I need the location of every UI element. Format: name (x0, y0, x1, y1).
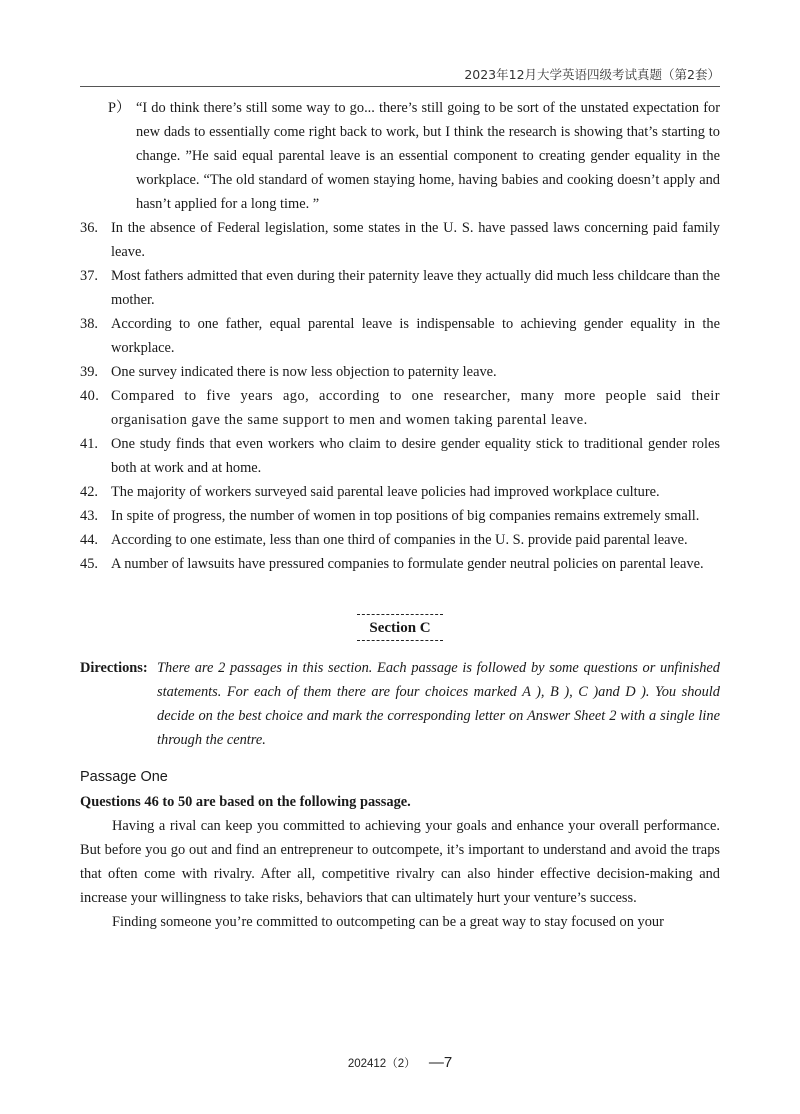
question-40 (80, 384, 720, 432)
question-39 (80, 360, 720, 384)
directions (80, 656, 720, 752)
question-text: Most fathers admitted that even during their paternity leave they actually did much less childcare than the mother. (111, 268, 720, 308)
question-text: The majority of workers surveyed said parental leave policies had improved workplace culture. (111, 484, 660, 500)
question-text: One study finds that even workers who claim to desire gender equality stick to traditional gender roles both at work and at home. (111, 436, 720, 476)
section-title: Section C (357, 614, 442, 641)
header-title: 2023年12月大学英语四级考试真题（第2套） (464, 67, 720, 82)
section-heading (80, 614, 720, 648)
directions-label: Directions: (80, 660, 148, 676)
question-42 (80, 480, 720, 504)
questions-header: Questions 46 to 50 are based on the following passage. (80, 794, 411, 810)
question-number: 42. (80, 484, 98, 500)
question-text: In the absence of Federal legislation, some states in the U. S. have passed laws concerning paid family leave. (111, 220, 720, 260)
question-38 (80, 312, 720, 360)
question-number: 43. (80, 508, 98, 524)
question-37 (80, 264, 720, 312)
question-41 (80, 432, 720, 480)
question-number: 37. (80, 268, 98, 284)
question-text: One survey indicated there is now less objection to paternity leave. (111, 364, 497, 380)
question-45 (80, 552, 720, 576)
question-43 (80, 504, 720, 528)
question-text: According to one father, equal parental leave is indispensable to achieving gender equality in the workplace. (111, 316, 720, 356)
question-number: 38. (80, 316, 98, 332)
question-44 (80, 528, 720, 552)
page-footer (0, 1054, 800, 1071)
paragraph-p-label: P） (108, 100, 131, 116)
question-number: 44. (80, 532, 98, 548)
question-text: A number of lawsuits have pressured companies to formulate gender neutral policies on parental leave. (111, 556, 704, 572)
passage-title: Passage One (80, 769, 168, 785)
page-header (80, 64, 720, 87)
page-number: —7 (428, 1054, 453, 1071)
question-number: 45. (80, 556, 98, 572)
footer-code: 202412（2） (347, 1058, 416, 1070)
paragraph-p-text: “I do think there’s still some way to go... there’s still going to be sort of the unstated expectation for new dads to essentially come right back to work, but I think the research is showing that’s starting to change. ”He said equal parental leave is an essential component to creating gender equality in the workplace. “The old standard of women staying home, having babies and cooking doesn’t apply and hasn’t applied for a long time. ” (136, 100, 720, 212)
paragraph-p (80, 96, 720, 216)
question-number: 36. (80, 220, 98, 236)
directions-text: There are 2 passages in this section. Each passage is followed by some questions or unfinished statements. For each of them there are four choices marked A ), B ), C )and D ). You should decide on the best choice and mark the corresponding letter on Answer Sheet 2 with a single line through the centre. (157, 660, 720, 748)
question-text: In spite of progress, the number of women in top positions of big companies remains extremely small. (111, 508, 700, 524)
question-number: 40. (80, 388, 100, 404)
question-text: Compared to five years ago, according to one researcher, many more people said their organisation gave the same support to men and women taking parental leave. (111, 388, 720, 428)
question-number: 41. (80, 436, 98, 452)
page-content (80, 96, 720, 934)
question-number: 39. (80, 364, 98, 380)
question-text: According to one estimate, less than one third of companies in the U. S. provide paid parental leave. (111, 532, 688, 548)
question-36 (80, 216, 720, 264)
passage-paragraph: Finding someone you’re committed to outcompeting can be a great way to stay focused on your (112, 914, 664, 930)
passage-paragraph: Having a rival can keep you committed to achieving your goals and enhance your overall performance. But before you go out and find an entrepreneur to outcompete, it’s important to understand and avoid the traps that often come with rivalry. After all, competitive rivalry can also hinder effective decision-making and increase your willingness to take risks, behaviors that can ultimately hurt your venture’s success. (80, 818, 720, 906)
